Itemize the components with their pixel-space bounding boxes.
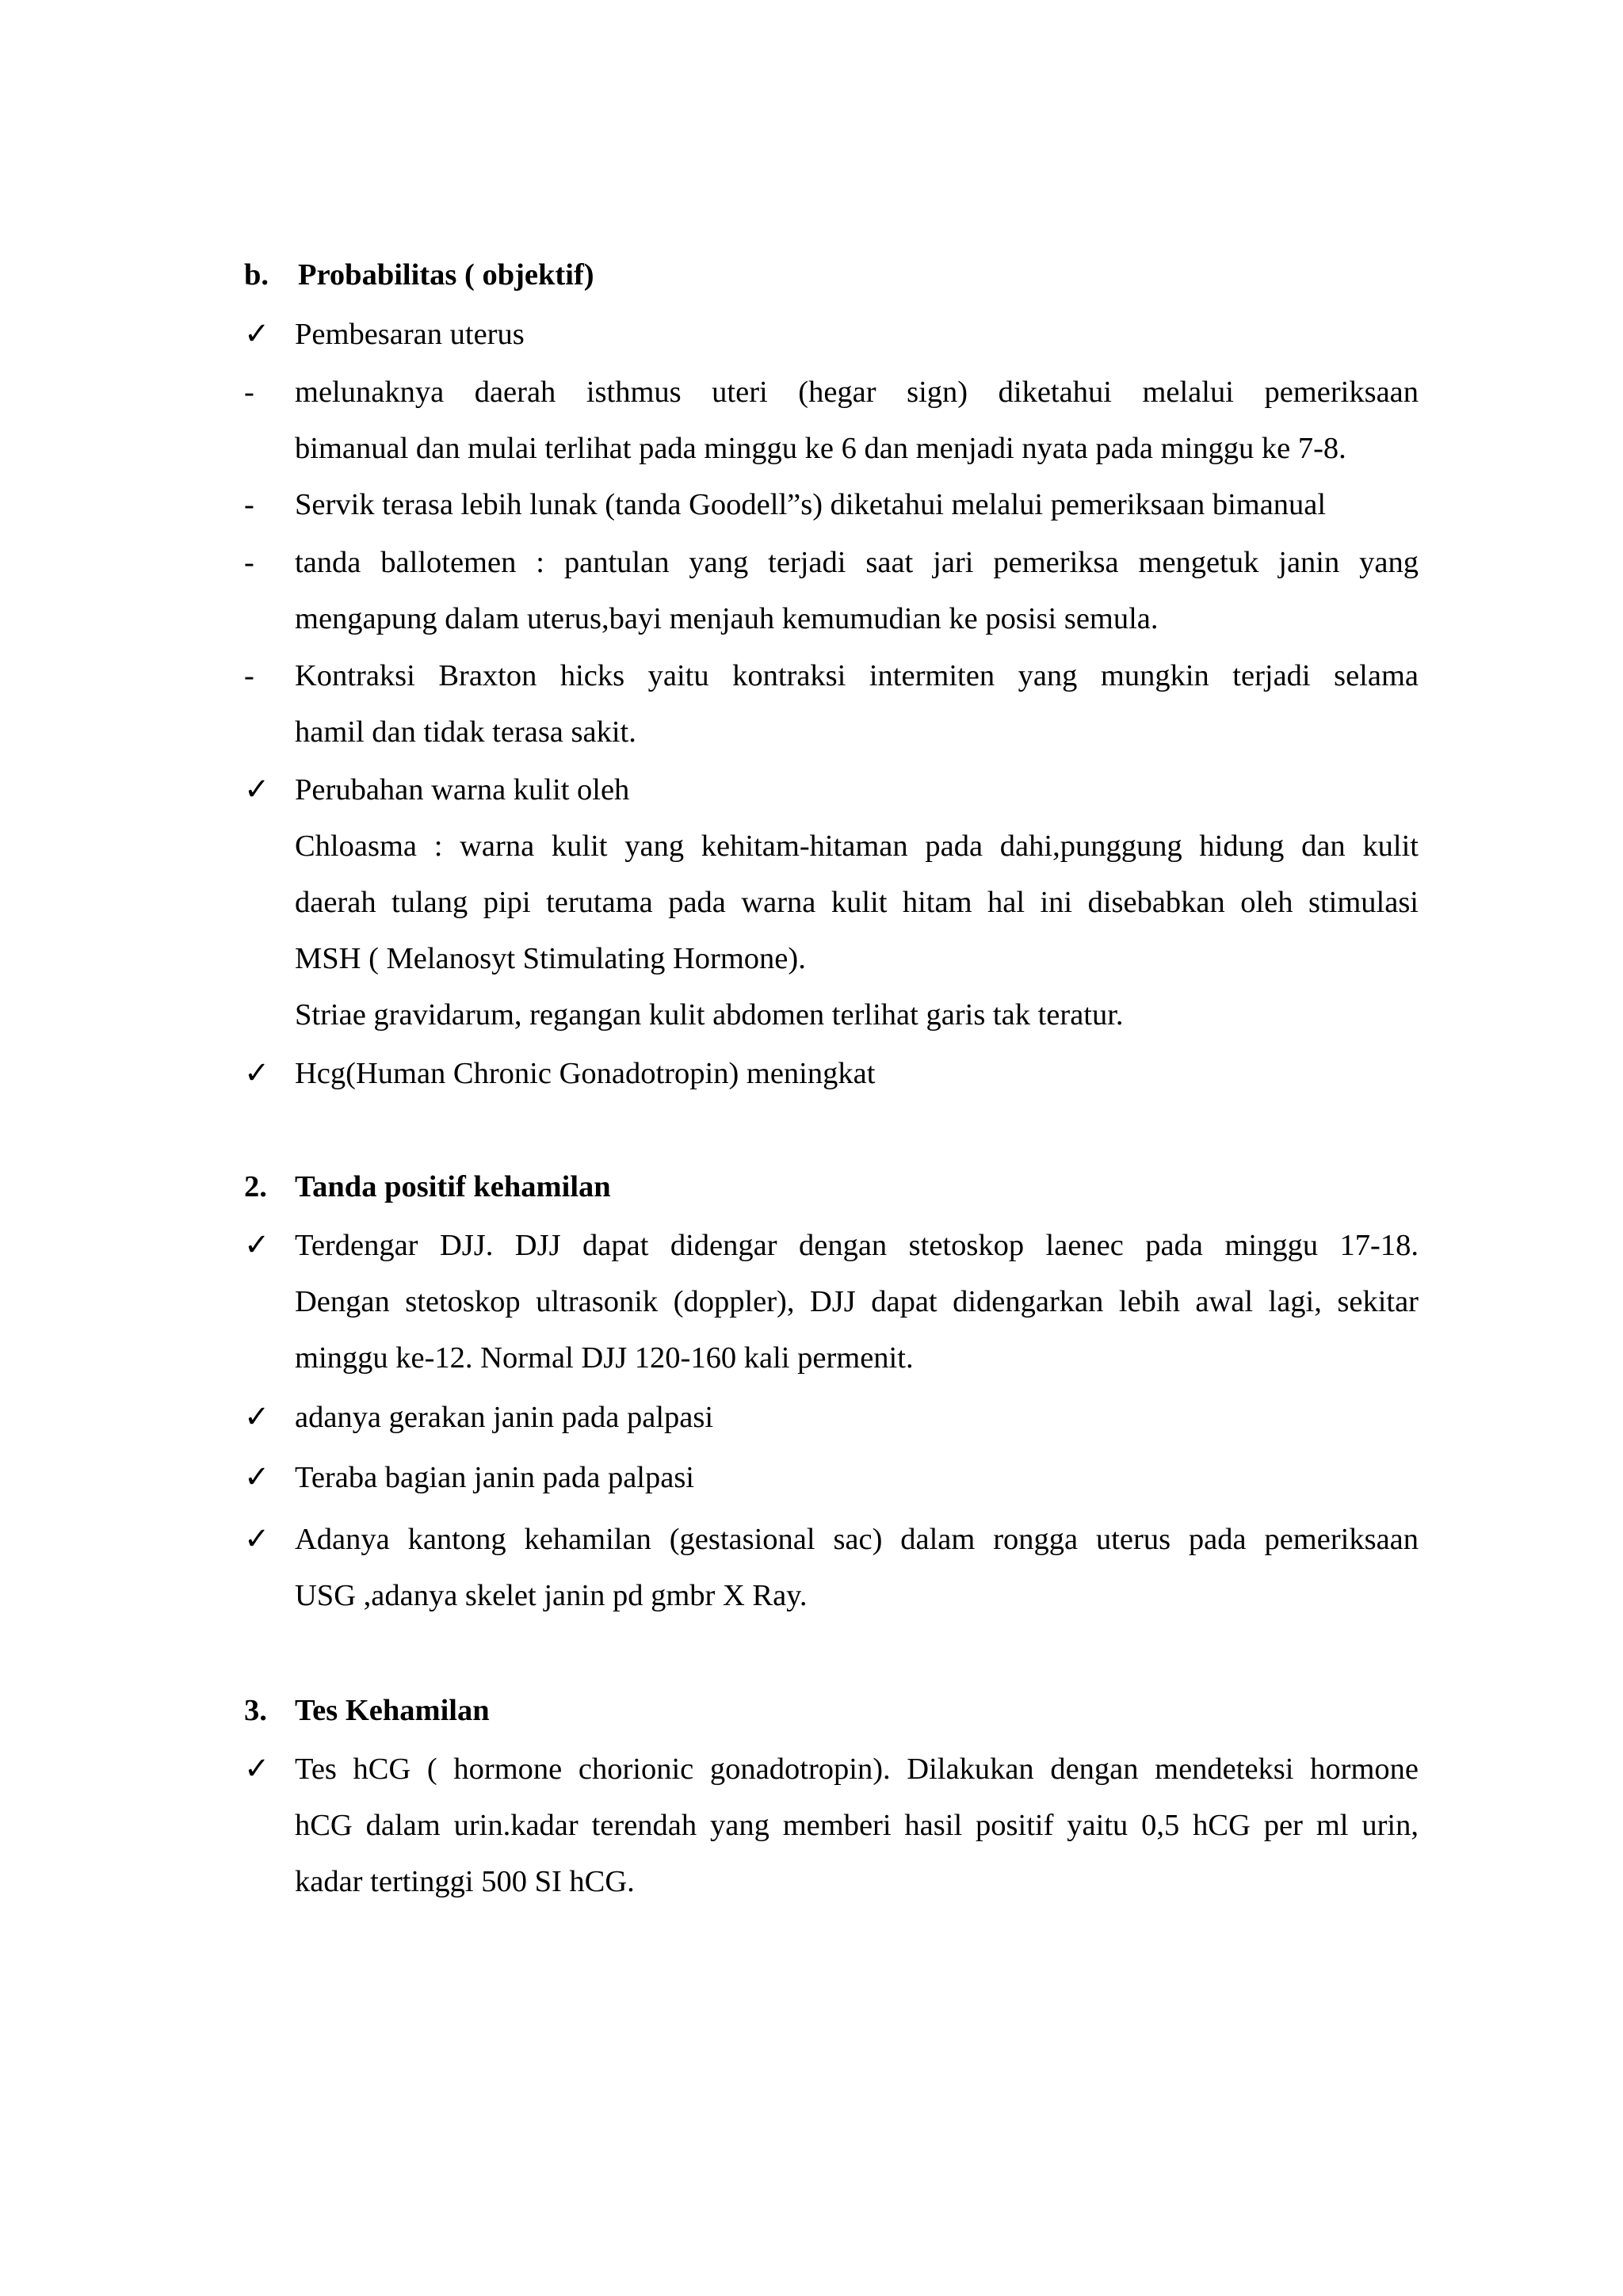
list-item-continuation <box>0 883 1623 922</box>
list-item-continuation <box>0 995 1623 1035</box>
section-3-title: Tes Kehamilan <box>295 1694 490 1727</box>
list-item <box>0 315 1623 354</box>
list-item-text: MSH ( Melanosyt Stimulating Hormone). <box>295 942 806 975</box>
section-2-heading <box>0 1167 1623 1207</box>
list-item <box>0 1749 1623 1789</box>
list-item-continuation <box>0 1576 1623 1615</box>
section-2-title: Tanda positif kehamilan <box>295 1170 611 1203</box>
list-item-text: hamil dan tidak terasa sakit. <box>295 715 636 749</box>
section-3-marker: 3. <box>244 1694 267 1727</box>
list-item-text: adanya gerakan janin pada palpasi <box>295 1401 714 1434</box>
list-item <box>0 485 1623 524</box>
list-item <box>0 1398 1623 1437</box>
list-item <box>0 543 1623 582</box>
list-item-continuation <box>0 712 1623 752</box>
checkmark-icon: ✓ <box>244 1057 270 1090</box>
list-item <box>0 1458 1623 1497</box>
section-2-marker: 2. <box>244 1170 267 1203</box>
list-item-continuation <box>0 599 1623 639</box>
section-b-title: Probabilitas ( objektif) <box>298 258 594 292</box>
section-b-marker: b. <box>244 258 269 292</box>
checkmark-icon: ✓ <box>244 1753 270 1786</box>
checkmark-icon: ✓ <box>244 1401 270 1434</box>
dash-bullet: - <box>244 488 254 521</box>
list-item-continuation <box>0 1338 1623 1378</box>
checkmark-icon: ✓ <box>244 1461 270 1494</box>
list-item-text: Tes hCG ( hormone chorionic gonadotropin). Dilakukan dengan mendeteksi hormone <box>295 1753 1419 1786</box>
list-item-text: Kontraksi Braxton hicks yaitu kontraksi intermiten yang mungkin terjadi selama <box>295 659 1419 692</box>
list-item-text: Hcg(Human Chronic Gonadotropin) meningkat <box>295 1057 876 1090</box>
list-item-text: Striae gravidarum, regangan kulit abdomen terlihat garis tak teratur. <box>295 998 1124 1032</box>
checkmark-icon: ✓ <box>244 318 270 351</box>
section-b-heading <box>0 255 1623 295</box>
list-item-text: mengapung dalam uterus,bayi menjauh kemumudian ke posisi semula. <box>295 602 1159 635</box>
dash-bullet: - <box>244 659 254 692</box>
list-item-text: minggu ke-12. Normal DJJ 120-160 kali permenit. <box>295 1341 914 1375</box>
list-item-continuation <box>0 1282 1623 1322</box>
list-item-continuation <box>0 1806 1623 1845</box>
list-item <box>0 1226 1623 1265</box>
dash-bullet: - <box>244 376 254 409</box>
list-item <box>0 656 1623 696</box>
section-3-heading <box>0 1691 1623 1730</box>
list-item-text: USG ,adanya skelet janin pd gmbr X Ray. <box>295 1579 808 1612</box>
list-item <box>0 372 1623 412</box>
list-item-text: tanda ballotemen : pantulan yang terjadi saat jari pemeriksa mengetuk janin yang <box>295 546 1419 579</box>
list-item-text: Pembesaran uterus <box>295 318 525 351</box>
list-item <box>0 1520 1623 1559</box>
checkmark-icon: ✓ <box>244 1229 270 1262</box>
list-item-text: Terdengar DJJ. DJJ dapat didengar dengan stetoskop laenec pada minggu 17-18. <box>295 1229 1419 1262</box>
list-item-continuation <box>0 826 1623 866</box>
list-item-text: daerah tulang pipi terutama pada warna kulit hitam hal ini disebabkan oleh stimulasi <box>295 886 1419 919</box>
list-item-continuation <box>0 939 1623 978</box>
list-item <box>0 1054 1623 1093</box>
dash-bullet: - <box>244 546 254 579</box>
list-item-text: Dengan stetoskop ultrasonik (doppler), DJJ dapat didengarkan lebih awal lagi, sekitar <box>295 1285 1419 1318</box>
list-item-text: melunaknya daerah isthmus uteri (hegar sign) diketahui melalui pemeriksaan <box>295 376 1419 409</box>
list-item-text: Adanya kantong kehamilan (gestasional sac) dalam rongga uterus pada pemeriksaan <box>295 1523 1419 1556</box>
list-item-text: bimanual dan mulai terlihat pada minggu ke 6 dan menjadi nyata pada minggu ke 7-8. <box>295 432 1346 465</box>
checkmark-icon: ✓ <box>244 1523 270 1556</box>
list-item <box>0 770 1623 810</box>
checkmark-icon: ✓ <box>244 773 270 807</box>
list-item-text: Teraba bagian janin pada palpasi <box>295 1461 694 1494</box>
list-item-text: Chloasma : warna kulit yang kehitam-hitaman pada dahi,punggung hidung dan kulit <box>295 830 1419 863</box>
list-item-text: hCG dalam urin.kadar terendah yang memberi hasil positif yaitu 0,5 hCG per ml urin, <box>295 1809 1419 1842</box>
list-item-text: Perubahan warna kulit oleh <box>295 773 630 807</box>
list-item-text: Servik terasa lebih lunak (tanda Goodell”s) diketahui melalui pemeriksaan bimanual <box>295 488 1327 521</box>
list-item-text: kadar tertinggi 500 SI hCG. <box>295 1865 635 1898</box>
list-item-continuation <box>0 1862 1623 1901</box>
list-item-continuation <box>0 429 1623 468</box>
